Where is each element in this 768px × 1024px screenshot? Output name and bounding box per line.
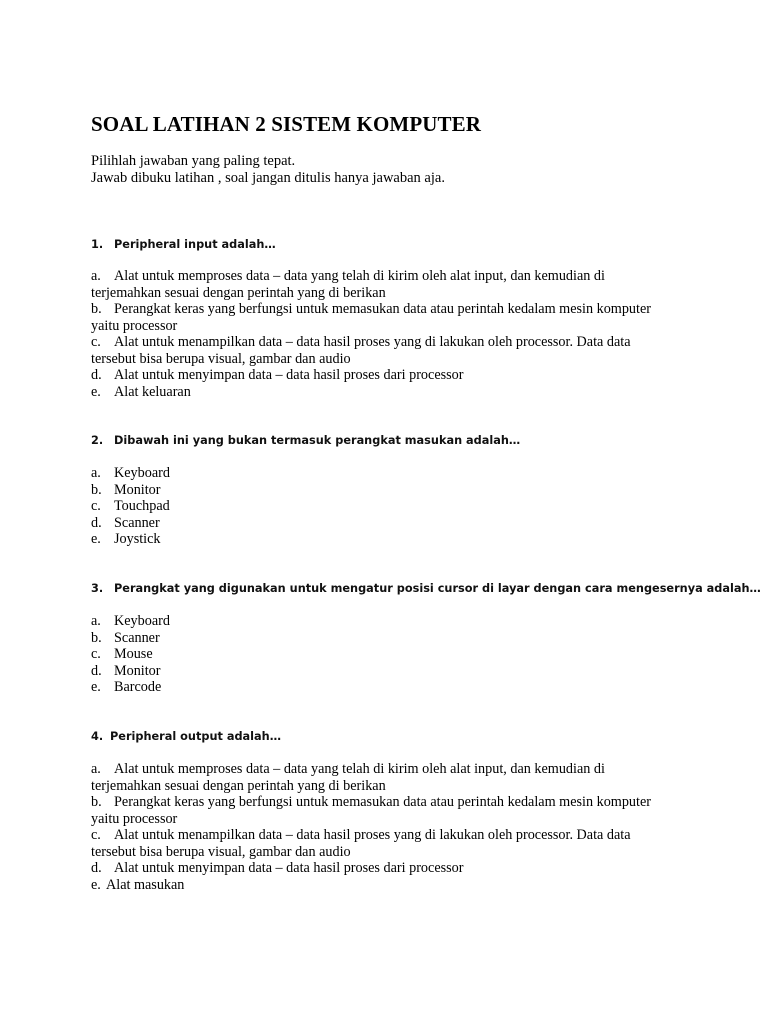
- option-text: Monitor: [114, 481, 161, 498]
- question-2-heading: [91, 434, 520, 447]
- instruction-line: Jawab dibuku latihan , soal jangan ditulis hanya jawaban aja.: [91, 170, 445, 186]
- question-number: 4.: [91, 730, 104, 743]
- option-letter: a.: [91, 268, 101, 284]
- question-number: 2.: [91, 434, 104, 447]
- option-text: Alat untuk menampilkan data – data hasil proses yang di lakukan oleh processor. Data data tersebut bisa berupa visual, gambar dan audio: [91, 827, 631, 860]
- option-letter: b.: [91, 481, 102, 498]
- question-1-heading: [91, 238, 276, 251]
- option-letter: c.: [91, 827, 101, 843]
- option-text: Alat untuk memproses data – data yang telah di kirim oleh alat input, dan kemudian di terjemahkan sesuai dengan perintah yang di berikan: [91, 268, 605, 301]
- option-e: [91, 384, 671, 401]
- question-4-options: [91, 761, 671, 893]
- option-a: [91, 613, 671, 630]
- question-number: 3.: [91, 582, 104, 595]
- option-text: Alat untuk memproses data – data yang telah di kirim oleh alat input, dan kemudian di terjemahkan sesuai dengan perintah yang di berikan: [91, 761, 605, 794]
- option-b: [91, 482, 671, 499]
- option-letter: e.: [91, 876, 101, 893]
- instructions: [91, 153, 445, 187]
- instruction-line: Pilihlah jawaban yang paling tepat.: [91, 153, 296, 169]
- question-number: 1.: [91, 238, 104, 251]
- option-text: Alat untuk menyimpan data – data hasil proses dari processor: [114, 860, 464, 876]
- question-3-heading: [91, 582, 761, 595]
- option-d: [91, 860, 671, 877]
- option-letter: b.: [91, 794, 102, 810]
- option-b: [91, 630, 671, 647]
- option-d: [91, 515, 671, 532]
- option-text: Alat masukan: [106, 876, 185, 893]
- question-4-heading: [91, 730, 281, 743]
- option-letter: c.: [91, 334, 101, 350]
- question-3-options: [91, 613, 671, 696]
- option-letter: d.: [91, 662, 102, 679]
- option-a: [91, 268, 671, 301]
- option-letter: b.: [91, 629, 102, 646]
- option-c: [91, 646, 671, 663]
- option-letter: e.: [91, 383, 101, 400]
- question-text: Dibawah ini yang bukan termasuk perangkat masukan adalah…: [114, 434, 521, 447]
- option-text: Alat untuk menyimpan data – data hasil proses dari processor: [114, 367, 464, 383]
- option-letter: a.: [91, 613, 101, 629]
- option-letter: a.: [91, 465, 101, 481]
- option-b: [91, 794, 671, 827]
- option-text: Joystick: [114, 531, 161, 547]
- option-d: [91, 367, 671, 384]
- option-letter: a.: [91, 761, 101, 777]
- option-e: [91, 531, 671, 548]
- option-text: Monitor: [114, 662, 161, 679]
- option-letter: b.: [91, 301, 102, 317]
- question-1-options: [91, 268, 671, 400]
- option-text: Keyboard: [114, 613, 170, 629]
- question-text: Perangkat yang digunakan untuk mengatur posisi cursor di layar dengan cara mengesernya adalah…: [114, 582, 761, 595]
- option-c: [91, 498, 671, 515]
- option-c: [91, 827, 671, 860]
- option-letter: c.: [91, 646, 101, 662]
- option-text: Barcode: [114, 679, 162, 695]
- question-text: Peripheral input adalah…: [114, 238, 276, 251]
- document-title: SOAL LATIHAN 2 SISTEM KOMPUTER: [91, 112, 482, 136]
- question-text: Peripheral output adalah…: [110, 730, 282, 743]
- option-text: Perangkat keras yang berfungsi untuk memasukan data atau perintah kedalam mesin komputer yaitu processor: [91, 794, 651, 827]
- option-letter: d.: [91, 514, 102, 531]
- option-text: Alat keluaran: [114, 383, 191, 400]
- option-b: [91, 301, 671, 334]
- option-text: Scanner: [114, 629, 160, 646]
- option-a: [91, 465, 671, 482]
- option-text: Scanner: [114, 514, 160, 531]
- option-letter: d.: [91, 367, 102, 383]
- option-text: Perangkat keras yang berfungsi untuk memasukan data atau perintah kedalam mesin komputer yaitu processor: [91, 301, 651, 334]
- option-letter: e.: [91, 679, 101, 695]
- option-letter: d.: [91, 860, 102, 876]
- option-text: Keyboard: [114, 465, 170, 481]
- option-e: [91, 679, 671, 696]
- question-2-options: [91, 465, 671, 548]
- option-e: [91, 877, 671, 894]
- option-letter: e.: [91, 531, 101, 547]
- option-text: Touchpad: [114, 498, 170, 514]
- option-d: [91, 663, 671, 680]
- option-letter: c.: [91, 498, 101, 514]
- option-a: [91, 761, 671, 794]
- option-text: Alat untuk menampilkan data – data hasil proses yang di lakukan oleh processor. Data data tersebut bisa berupa visual, gambar dan audio: [91, 334, 631, 367]
- option-c: [91, 334, 671, 367]
- option-text: Mouse: [114, 646, 153, 662]
